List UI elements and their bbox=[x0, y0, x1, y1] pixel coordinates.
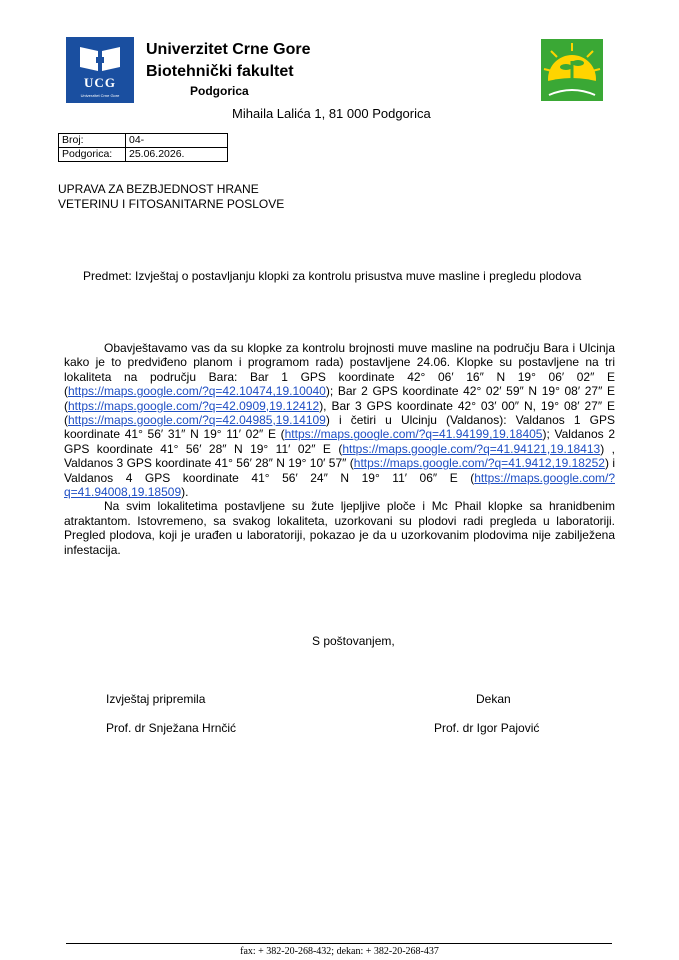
map-link[interactable]: https://maps.google.com/?q=42.10474,19.10040 bbox=[68, 384, 326, 399]
reference-value: 04- bbox=[126, 134, 228, 148]
map-link[interactable]: https://maps.google.com/?q=41.94199,19.18405 bbox=[284, 427, 543, 442]
reference-row bbox=[59, 134, 228, 148]
body-paragraph: Na svim lokalitetima postavljene su žute ljepljive ploče i Mc Phail klopke sa hranidbenim atraktantom. Istovremeno, sa svakog lokaliteta, uzorkovani su plodovi radi pregleda u laboratoriji. Pregled plodova, koji je urađen u laboratoriji, pokazao je da u uzorkovanim plodovima nije zabilježena infestacija. bbox=[64, 499, 615, 557]
logo-letters: UCG bbox=[84, 75, 116, 90]
reference-label: Podgorica: bbox=[59, 148, 126, 162]
reference-value: 25.06.2026. bbox=[126, 148, 228, 162]
reference-row bbox=[59, 148, 228, 162]
reference-table bbox=[58, 133, 228, 162]
faculty-logo bbox=[541, 39, 603, 101]
signatory-name: Prof. dr Igor Pajović bbox=[434, 721, 540, 735]
body-paragraph bbox=[64, 341, 615, 499]
recipient-line: UPRAVA ZA BEZBJEDNOST HRANE bbox=[58, 182, 259, 196]
body-text: ) i Valdanos 4 GPS koordinate 41° 56′ 24″ N 19° 11′ 06″ E ( bbox=[64, 456, 615, 485]
reference-label: Broj: bbox=[59, 134, 126, 148]
footer-divider bbox=[66, 943, 612, 944]
recipient-line: VETERINU I FITOSANITARNE POSLOVE bbox=[58, 197, 285, 211]
footer-contacts: fax: + 382-20-268-432; dekan: + 382-20-268-437 bbox=[240, 946, 439, 957]
university-name: Univerzitet Crne Gore bbox=[146, 41, 311, 58]
ucg-logo bbox=[66, 37, 134, 103]
letter-body bbox=[64, 341, 615, 557]
city-name: Podgorica bbox=[190, 84, 249, 98]
body-text: ); Valdanos 2 GPS koordinate 41° 56′ 28″ N 19° 11′ 02″ E ( bbox=[64, 427, 615, 456]
map-link[interactable]: https://maps.google.com/?q=42.04985,19.14109 bbox=[68, 413, 326, 428]
map-link[interactable]: https://maps.google.com/?q=42.0909,19.12412 bbox=[68, 398, 320, 413]
faculty-name: Biotehnički fakultet bbox=[146, 63, 294, 80]
subject-line: Predmet: Izvještaj o postavljanju klopki za kontrolu prisustva muve masline i pregledu plodova bbox=[83, 269, 582, 283]
body-text: ); Bar 2 GPS koordinate 42° 02′ 59″ N 19° 08′ 27″ E ( bbox=[64, 384, 615, 413]
body-text: ). bbox=[181, 485, 189, 500]
body-text: Obavještavamo vas da su klopke za kontrolu brojnosti muve masline na području Bara i Ulcinja kako je to predviđeno planom i programom rada) postavljene 24.06. Klopke su postavljene na tri lokaliteta na području Bara: Bar 1 GPS koordinate 42° 06′ 16″ N 19° 06′ 02″ E ( bbox=[64, 341, 615, 399]
signatory-role: Dekan bbox=[476, 692, 511, 706]
closing-salutation: S poštovanjem, bbox=[312, 634, 395, 648]
faculty-address: Mihaila Lalića 1, 81 000 Podgorica bbox=[232, 106, 431, 121]
signatory-name: Prof. dr Snježana Hrnčić bbox=[106, 721, 237, 735]
signatory-role: Izvještaj pripremila bbox=[106, 692, 206, 706]
body-text: ) i četiri u Ulcinju (Valdanos): Valdanos 1 GPS koordinate 41° 56′ 31″ N 19° 11′ 02″ E ( bbox=[64, 413, 615, 442]
map-link[interactable]: https://maps.google.com/?q=41.94121,19.18413 bbox=[342, 441, 601, 456]
map-link[interactable]: https://maps.google.com/?q=41.94008,19.18509 bbox=[64, 470, 615, 500]
body-text: ), Bar 3 GPS koordinate 42° 03′ 00″ N, 19° 08′ 27″ E ( bbox=[64, 398, 615, 428]
logo-subname: Univerzitet Crne Gore bbox=[80, 93, 120, 98]
open-book-icon bbox=[76, 43, 124, 73]
body-text: ) , Valdanos 3 GPS koordinate 41° 56′ 28″ N 19° 10′ 57″ ( bbox=[64, 441, 615, 471]
map-link[interactable]: https://maps.google.com/?q=41.9412,19.18252 bbox=[353, 456, 605, 471]
